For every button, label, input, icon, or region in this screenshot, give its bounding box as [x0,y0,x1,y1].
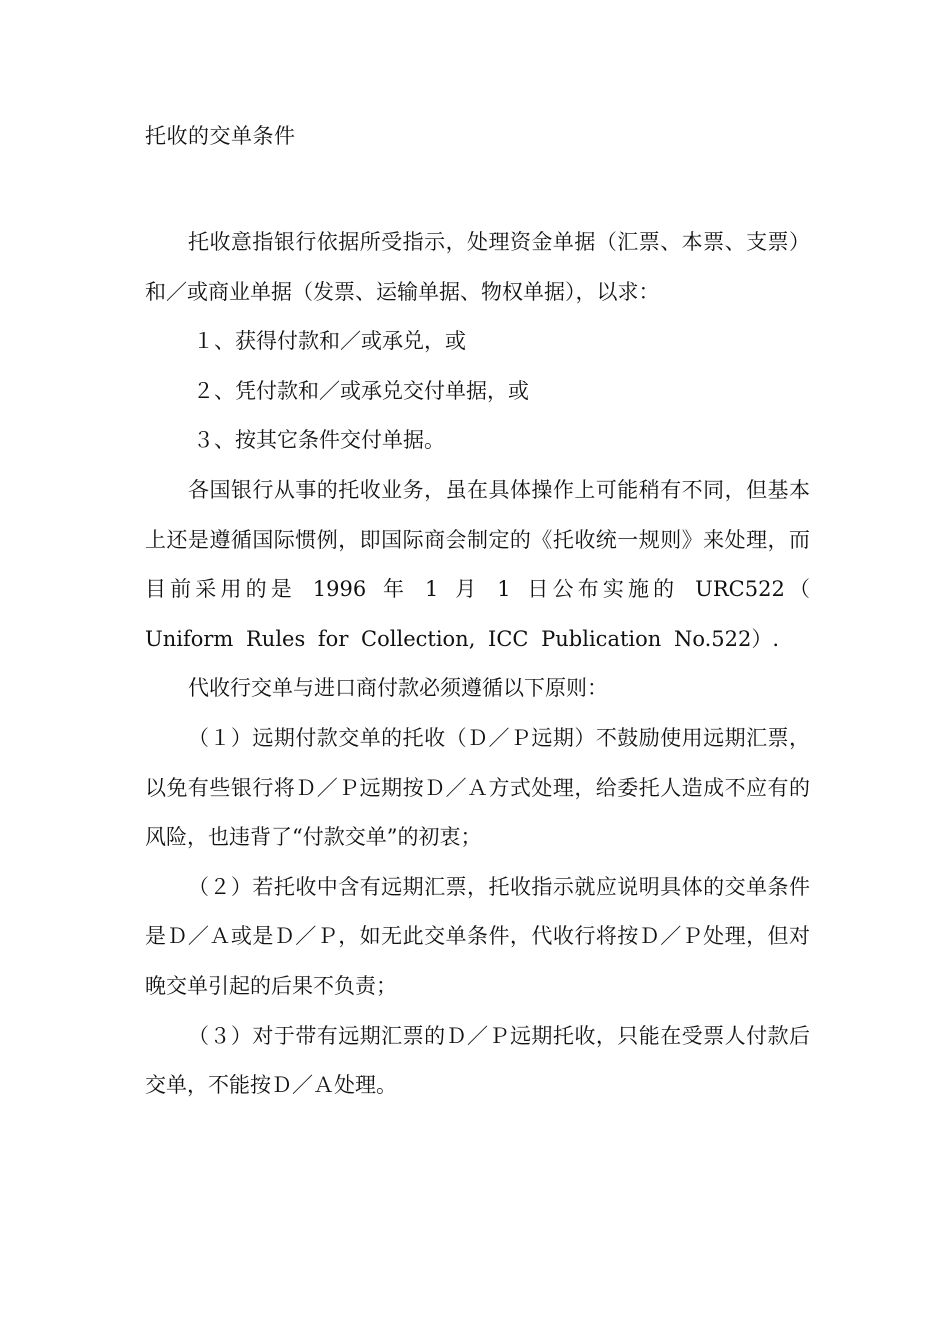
principle-1: （１）远期付款交单的托收（Ｄ／Ｐ远期）不鼓励使用远期汇票，以免有些银行将Ｄ／Ｐ远期按Ｄ／Ａ方式处理，给委托人造成不应有的风险，也违背了“付款交单”的初衷； [145,725,810,850]
paragraph-principles-intro: 代收行交单与进口商付款必须遵循以下原则： [188,676,608,701]
list-item-3: ３、按其它条件交付单据。 [193,428,445,453]
document-body [145,218,810,1111]
paragraph-collection-definition: 托收意指银行依据所受指示，处理资金单据（汇票、本票、支票）和／或商业单据（发票、运输单据、物权单据），以求： [145,230,810,304]
document-title: 托收的交单条件 [145,124,296,148]
paragraph-urc522: 各国银行从事的托收业务，虽在具体操作上可能稍有不同，但基本上还是遵循国际惯例，即国际商会制定的《托收统一规则》来处理，而目前采用的是 1996 年 1 月 1 日公布实施的 URC522（ Uniform Rules for Collection, ICC Publication No.522）. [145,477,810,651]
list-item-1: １、获得付款和／或承兑，或 [193,329,466,354]
principle-3: （３）对于带有远期汇票的Ｄ／Ｐ远期托收，只能在受票人付款后交单，不能按Ｄ／Ａ处理。 [145,1023,810,1098]
list-item-2: ２、凭付款和／或承兑交付单据，或 [193,378,529,403]
principle-2: （２）若托收中含有远期汇票，托收指示就应说明具体的交单条件是Ｄ／Ａ或是Ｄ／Ｐ，如无此交单条件，代收行将按Ｄ／Ｐ处理，但对晚交单引起的后果不负责； [145,874,810,998]
